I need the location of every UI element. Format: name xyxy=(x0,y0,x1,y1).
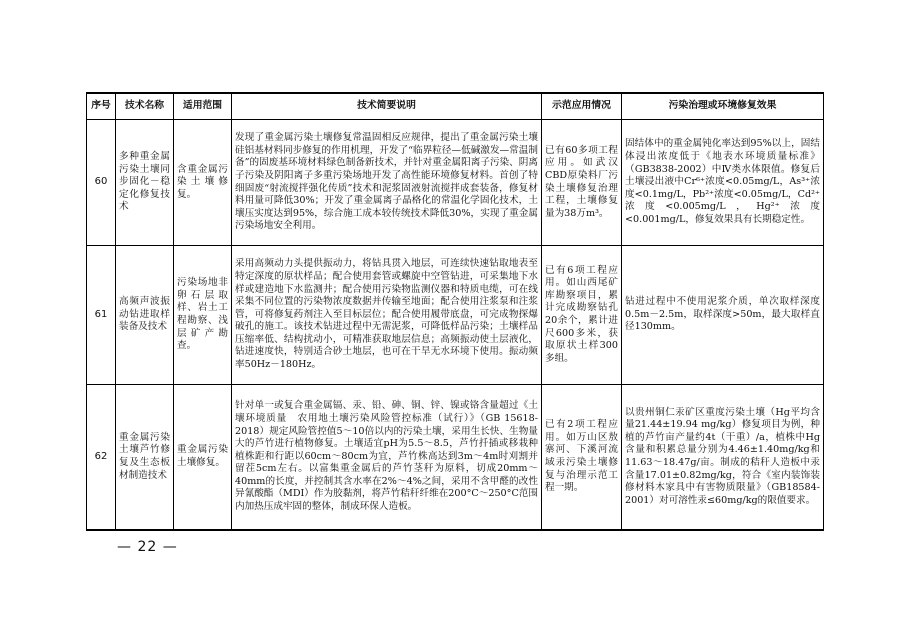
row-effect: 以贵州铜仁汞矿区重度污染土壤（Hg平均含量21.44±19.94 mg/kg）修复项目为例，种植的芦竹亩产量约4t（干重）/a，植株中Hg含量和积累总量分别为4.46±1.40mg/kg和11.63～18.47g/亩。制成的秸秆人造板中汞含量17.01±0.82mg/kg，符合《室内装饰装修材料木家具中有害物质限量》（GB18584-2001）对可溶性汞≤60mg/kg的限值要求。 xyxy=(622,385,824,531)
header-scope: 适用范围 xyxy=(174,93,232,120)
header-tech-name: 技术名称 xyxy=(116,93,174,120)
row-tech-name: 重金属污染土壤芦竹修复及生态板材制造技术 xyxy=(116,385,174,531)
row-demo: 已有2项工程应用。如万山区敖寨河、下溪河流域汞污染土壤修复与治理示范工程一期。 xyxy=(542,385,622,531)
page-number: — 22 — xyxy=(117,539,178,555)
table-row xyxy=(87,385,824,531)
row-description: 发现了重金属污染土壤修复常温固相反应规律，提出了重金属污染土壤硅铝基材料同步修复的作用机理，开发了“临界粒径—低碱激发—常温制备”的固废基环境材料绿色制备新技术，并针对重金属阳离子污染、阴离子污染及阴阳离子多重污染场地开发了高性能环境修复材料。首创了特细固废“射流搅拌强化传质”技术和泥浆固液射流搅拌成套装备，修复材料用量可降低30%；开发了重金属离子晶格化的常温化学固化技术，土壤压实度达到95%，综合施工成本较传统技术降低30%，实现了重金属污染场地安全利用。 xyxy=(232,120,542,246)
row-demo: 已有60多项工程应用。如武汉CBD原染料厂污染土壤修复治理工程，土壤修复量为38万m³。 xyxy=(542,120,622,246)
row-scope: 重金属污染土壤修复。 xyxy=(174,385,232,531)
row-index: 60 xyxy=(87,120,116,246)
row-index: 62 xyxy=(87,385,116,531)
header-demo: 示范应用情况 xyxy=(542,93,622,120)
technology-table xyxy=(86,92,824,531)
row-demo: 已有6项工程应用。如山西尾矿库勘察项目，累计完成勘察钻孔20余个，累计进尺600多米，获取原状土样300多组。 xyxy=(542,246,622,385)
header-index: 序号 xyxy=(87,93,116,120)
table-header-row xyxy=(87,93,824,120)
table-row xyxy=(87,246,824,385)
table-row xyxy=(87,120,824,246)
row-index: 61 xyxy=(87,246,116,385)
row-effect: 钻进过程中不使用泥浆介质，单次取样深度0.5m－2.5m，取样深度>50m，最大取样直径130mm。 xyxy=(622,246,824,385)
row-description: 采用高频动力头提供振动力，将钻具贯入地层，可连续快速钻取地表至特定深度的原状样品；配合使用套管或螺旋中空管钻进，可采集地下水样或建造地下水监测井；配合使用污染物监测仪器和特质电缆，可在线采集不同位置的污染物浓度数据并传输至地面；配合使用注浆泵和注浆管，可将修复药剂注入至目标层位；配合使用履带底盘，可完成物探爆破孔的施工。该技术钻进过程中无需泥浆，可降低样品污染；土壤样品压缩率低、结构扰动小，可精准获取地层信息；高频振动使土层液化，钻进速度快，特别适合砂土地层，也可在干旱无水环境下使用。振动频率50Hz－180Hz。 xyxy=(232,246,542,385)
row-scope: 污染场地非卵石层取样、岩土工程勘察、浅层矿产勘查。 xyxy=(174,246,232,385)
header-effect: 污染治理或环境修复效果 xyxy=(622,93,824,120)
row-effect: 固结体中的重金属钝化率达到95%以上，固结体浸出浓度低于《地表水环境质量标准》（GB3838-2002）中Ⅳ类水体限值。修复后土壤浸出液中Cr⁶⁺浓度<0.05mg/L，As³⁺浓度<0.1mg/L，Pb²⁺浓度<0.05mg/L，Cd²⁺浓度<0.005mg/L，Hg²⁺浓度<0.001mg/L，修复效果具有长期稳定性。 xyxy=(622,120,824,246)
row-tech-name: 多种重金属污染土壤同步固化－稳定化修复技术 xyxy=(116,120,174,246)
row-tech-name: 高频声波振动钻进取样装备及技术 xyxy=(116,246,174,385)
row-scope: 含重金属污染土壤修复。 xyxy=(174,120,232,246)
header-description: 技术简要说明 xyxy=(232,93,542,120)
row-description: 针对单一或复合重金属镉、汞、铅、砷、铜、锌、镍或铬含量超过《土壤环境质量 农用地土壤污染风险管控标准（试行）》（GB 15618-2018）规定风险管控值5～10倍以内的污染土壤，采用生长快、生物量大的芦竹进行植物修复。土壤适宜pH为5.5～8.5，芦竹扦插或移栽种植株距和行距以60cm～80cm为宜，芦竹株高达到3m～4m时刈割并留茬5cm左右。以富集重金属后的芦竹茎秆为原料，切成20mm～40mm的长度，并控制其含水率在2%～4%之间，采用不含甲醛的改性异氰酸酯（MDI）作为胶黏剂，将芦竹秸秆纤维在200°C～250°C范围内加热压成牢固的整体，制成环保人造板。 xyxy=(232,385,542,531)
